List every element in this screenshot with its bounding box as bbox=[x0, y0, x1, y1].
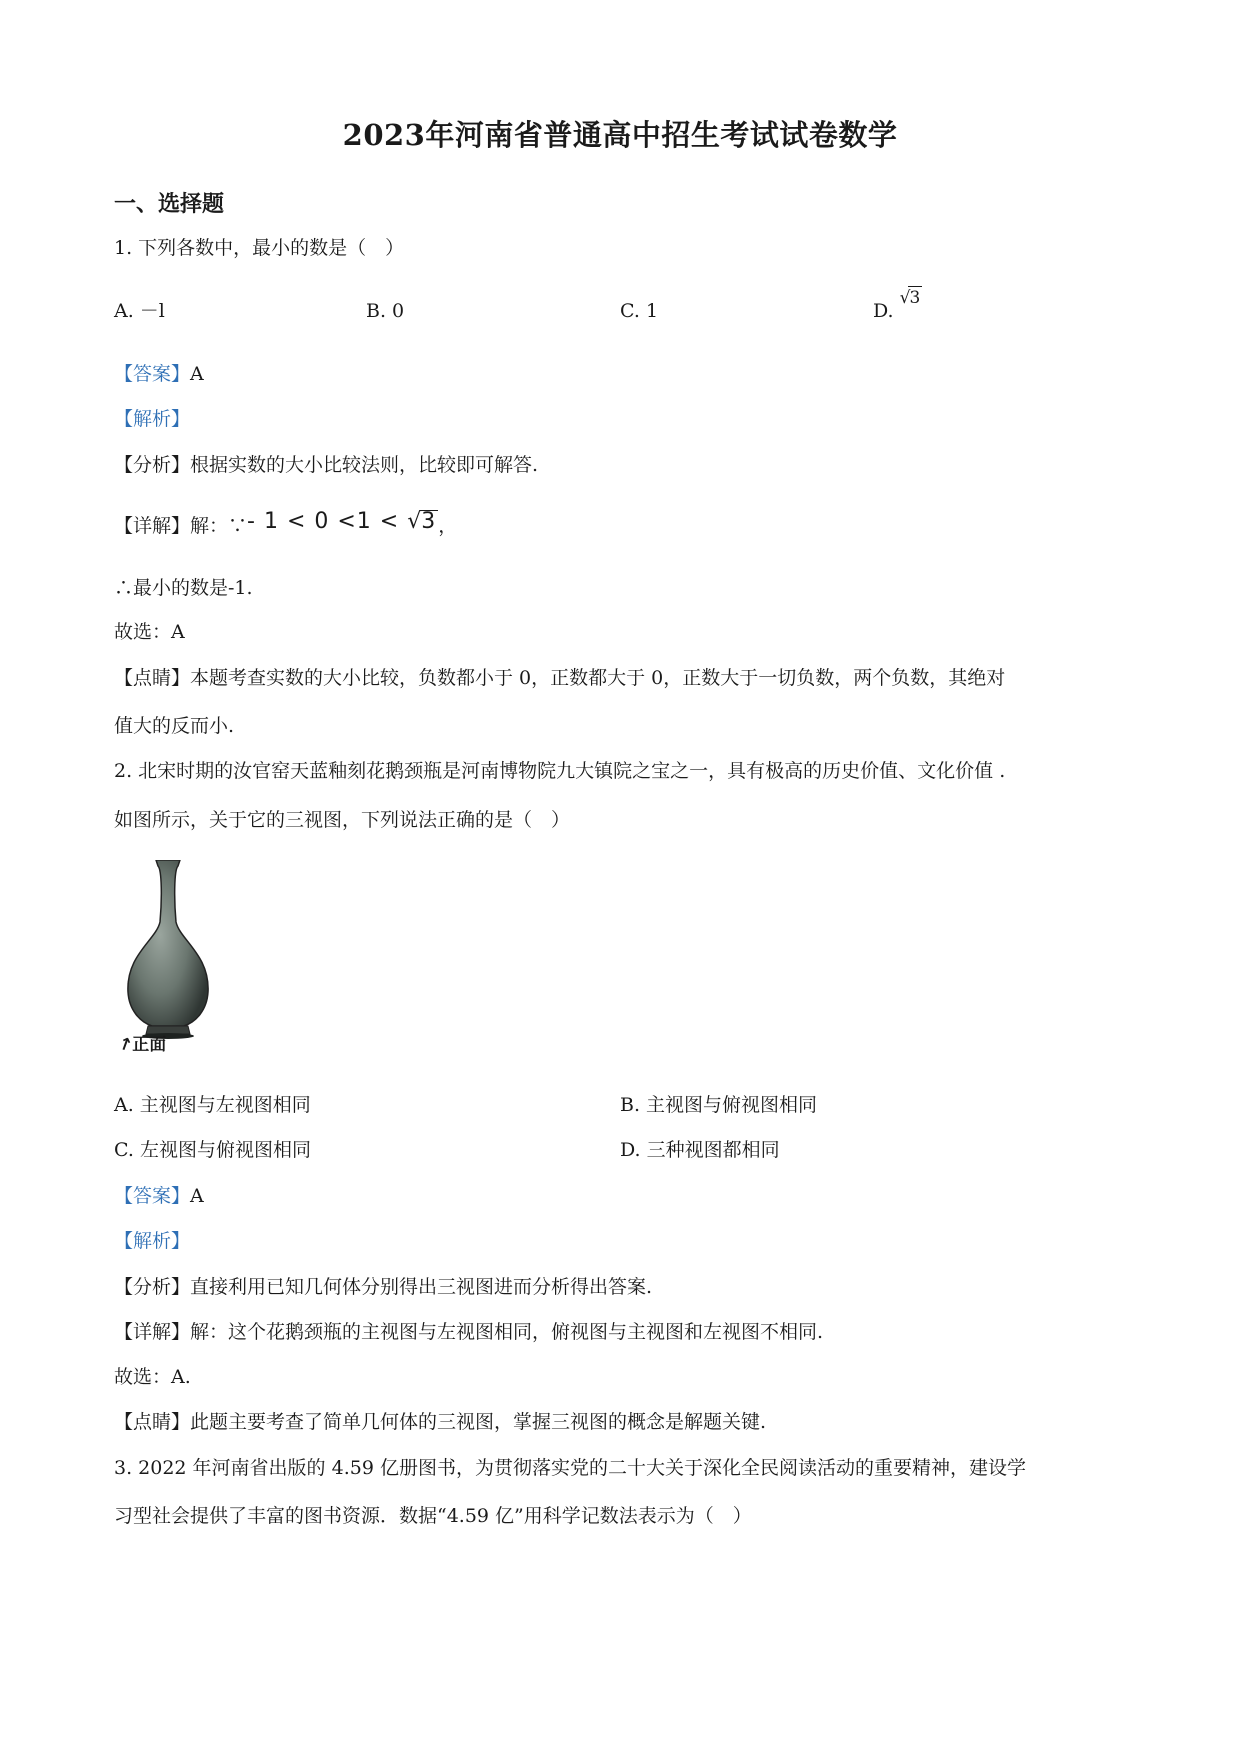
q1-option-c: C. 1 bbox=[620, 300, 659, 322]
q1-answer-value: A bbox=[190, 363, 204, 385]
q3-stem-line2: 习型社会提供了丰富的图书资源．数据“4.59 亿”用科学记数法表示为（ ） bbox=[114, 1505, 752, 1527]
q1-option-d-sqrt: √3 bbox=[899, 288, 921, 308]
q1-formula-radicand: 3 bbox=[421, 509, 437, 534]
q1-option-a: A. －l bbox=[114, 300, 165, 322]
q2-stem-line1: 2. 北宋时期的汝官窑天蓝釉刻花鹅颈瓶是河南博物院九大镇院之宝之一，具有极高的历史价值、文化价值 . bbox=[114, 760, 1006, 782]
section-heading: 一、选择题 bbox=[114, 191, 225, 217]
q1-choice: 故选：A bbox=[114, 621, 185, 643]
q2-fenxi: 【分析】直接利用已知几何体分别得出三视图进而分析得出答案. bbox=[114, 1276, 653, 1298]
q1-option-b: B. 0 bbox=[366, 300, 405, 322]
q2-analysis-tag: 【解析】 bbox=[114, 1230, 191, 1252]
vase-figure bbox=[115, 860, 218, 1060]
q1-analysis-tag: 【解析】 bbox=[114, 408, 191, 430]
q1-conclusion: ∴最小的数是-1. bbox=[114, 577, 253, 599]
q1-formula-body: - 1 < 0 <1 < bbox=[247, 509, 408, 534]
q1-answer bbox=[114, 360, 204, 388]
q2-xiangjie: 【详解】解：这个花鹅颈瓶的主视图与左视图相同，俯视图与主视图和左视图不相同. bbox=[114, 1321, 824, 1343]
q1-stem: 1. 下列各数中，最小的数是（ ） bbox=[114, 237, 405, 259]
vase-front-label bbox=[115, 1030, 167, 1057]
q2-choice: 故选：A. bbox=[114, 1366, 191, 1388]
q1-answer-tag: 【答案】 bbox=[114, 363, 191, 385]
q1-xiangjie bbox=[114, 509, 458, 540]
q1-because: ∵ bbox=[228, 515, 248, 537]
page-title: 2023年河南省普通高中招生考试试卷数学 bbox=[342, 118, 898, 152]
arrow-up-icon: ↑ bbox=[115, 1033, 136, 1057]
q1-formula-suffix: ， bbox=[438, 515, 458, 537]
q2-answer bbox=[114, 1182, 204, 1210]
q2-option-a: A. 主视图与左视图相同 bbox=[114, 1094, 311, 1116]
q1-xiangjie-prefix: 【详解】解： bbox=[114, 515, 229, 537]
q1-dianjing-line2: 值大的反而小. bbox=[114, 715, 235, 737]
q2-dianjing: 【点睛】此题主要考查了简单几何体的三视图，掌握三视图的概念是解题关键. bbox=[114, 1411, 767, 1433]
q1-option-d bbox=[873, 288, 922, 326]
q2-option-c: C. 左视图与俯视图相同 bbox=[114, 1139, 311, 1161]
q2-stem-line2: 如图所示，关于它的三视图，下列说法正确的是（ ） bbox=[114, 809, 571, 831]
q2-answer-value: A bbox=[190, 1185, 204, 1207]
vase-front-text: 正面 bbox=[132, 1035, 167, 1055]
q2-option-d: D. 三种视图都相同 bbox=[620, 1139, 780, 1161]
q1-fenxi: 【分析】根据实数的大小比较法则，比较即可解答. bbox=[114, 454, 539, 476]
q1-option-d-label: D. bbox=[873, 300, 900, 322]
q1-dianjing-line1: 【点睛】本题考查实数的大小比较，负数都小于 0，正数都大于 0，正数大于一切负数，两个负数，其绝对 bbox=[114, 667, 1006, 689]
q2-answer-tag: 【答案】 bbox=[114, 1185, 191, 1207]
q2-option-b: B. 主视图与俯视图相同 bbox=[620, 1094, 818, 1116]
q3-stem-line1: 3. 2022 年河南省出版的 4.59 亿册图书，为贯彻落实党的二十大关于深化全民阅读活动的重要精神，建设学 bbox=[114, 1457, 1026, 1479]
q1-option-d-radicand: 3 bbox=[909, 288, 921, 308]
q1-formula: - 1 < 0 <1 < √3 bbox=[247, 509, 437, 534]
